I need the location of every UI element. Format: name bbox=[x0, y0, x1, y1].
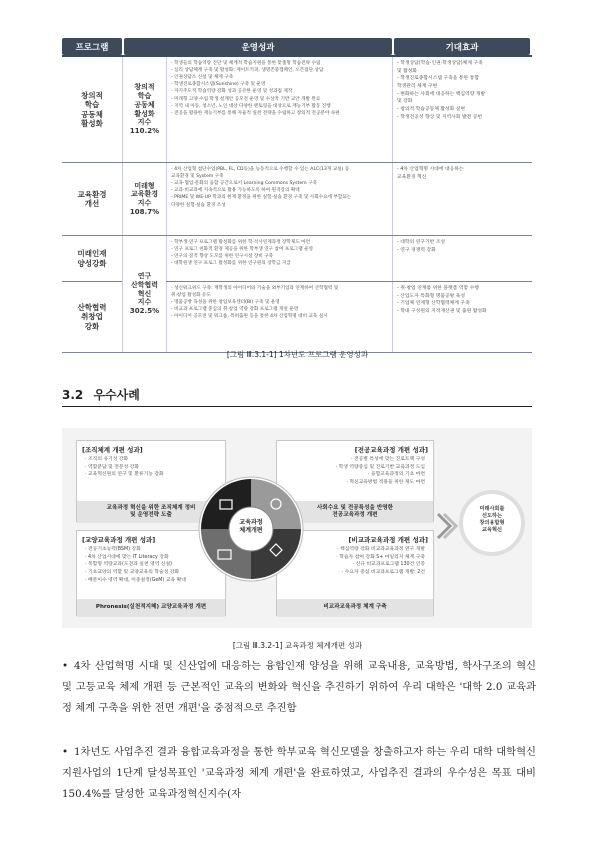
list-item: · 신규 비교과프로그램 130건 인증 bbox=[352, 562, 425, 568]
list-item: · 역할분담 및 전문성 강화 bbox=[85, 464, 139, 470]
header-results: 운영성과 bbox=[124, 38, 392, 55]
list-item: - 연구의 질적 향상 도모를 위한 연구시설 장비 구축 bbox=[171, 254, 274, 260]
section-title: 우수사례 bbox=[93, 388, 140, 402]
curriculum-diagram bbox=[62, 428, 532, 628]
program-name: 미래인재 양성강화 bbox=[77, 249, 107, 268]
paragraph-bullet: • 4차 산업혁명 시대 및 신산업에 대응하는 융합인재 양성을 위해 교육내용, 교육방법, 학사구조의 혁신 및 고등교육 체제 개편 등 근본적인 교육의 변화와 혁신을 추진하기 위하여 우리 대학은 '대학 2.0 교육과정 체계 구축을 위한 전면 개편'을 중점적으로 추진함 bbox=[62, 656, 536, 719]
list-item: - 연구 프로그 친화적 환경 제공을 위한 학부생 연구 참여 프로그램 운영 bbox=[171, 247, 313, 253]
results-list bbox=[166, 236, 392, 281]
results-list bbox=[166, 57, 392, 162]
table-header bbox=[62, 38, 532, 55]
bullet-dot-icon: • bbox=[62, 746, 69, 758]
list-item: - 학생진로종합시스템(Sunshine) 구축 및 운영 bbox=[171, 82, 266, 88]
quadrant-title: [비교과교육과정 개편 성과] bbox=[348, 536, 428, 544]
list-item: - 학부생 연구 프로그램 활성화를 위한 학·석사연계과정 장학제도 마련 bbox=[171, 240, 311, 245]
list-item: - 아이디어 공모전 및 워크숍, 특허출원 등을 통한 4차 산업혁명 대비 교육 실시 bbox=[171, 314, 328, 320]
list-item: - 학생들의 학습역량 진단 및 체계적 학습지원을 통한 맞춤형 학습전략 수립 bbox=[171, 61, 321, 66]
merged-rows bbox=[62, 236, 532, 353]
list-item: · 전공별 특성에 맞는 진로트랙 구성 bbox=[350, 457, 425, 462]
list-item: - 학생상담(학습·인권·학생상담)체계 구축 bbox=[397, 61, 483, 66]
list-item: · 교육혁신원의 연구 및 환류기능 강화 bbox=[85, 472, 164, 478]
quadrant-title: [전공교육과정 개편 성과] bbox=[354, 446, 428, 454]
table-row bbox=[62, 163, 532, 236]
list-item: · 혁신교육방법 적용을 위한 제도 마련 bbox=[346, 480, 425, 486]
quadrant-summary: 교육과정 혁신을 위한 조직체계 정비 및 운영전략 도출 bbox=[77, 501, 225, 523]
quadrant-title: [조직체계 개편 성과] bbox=[82, 446, 143, 454]
merged-kpi-cell: 연구 산학협력 혁신 지수 302.5% bbox=[122, 236, 166, 352]
list-item: · 융합교육과정의 기초 마련 bbox=[367, 472, 425, 478]
program-name: 산학협력 취창업 강화 bbox=[77, 302, 107, 331]
list-item: - 전공을 활용한 재능기부를 통해 자율적 실천 전략을 수립하고 창의적 전공분야 속편 bbox=[171, 110, 340, 116]
list-item: - 4차 산업형 첨단수업(PBL, FL, CD등)을 능동적으로 수행할 수 있는 ALC(13개 교실) 등 bbox=[171, 167, 350, 172]
list-item: - 대학원생 연구 프로그 활성화를 위한 연구원의 장학금 지급 bbox=[171, 261, 291, 267]
list-item: 및 활성화 bbox=[397, 68, 418, 74]
quadrant-summary: 비교과교육과정 체계 구축 bbox=[277, 599, 433, 617]
list-item: · 조직의 유기성 강화 bbox=[85, 457, 129, 462]
center-label: 교육과정 체계개편 bbox=[239, 519, 263, 534]
list-item: · 기초교양의 역할 및 교양교육의 학술성 강화 bbox=[85, 570, 180, 576]
section-number: 3.2 bbox=[62, 388, 84, 402]
list-item: · 학생 역량중심 및 진로기반 교육과정 도입 bbox=[335, 464, 425, 470]
list-item: - 심리 상담체계 구축 및 활성화: 게이트키퍼, 생명존중캠페인, 오픈집단 상담 bbox=[171, 68, 324, 74]
section-heading bbox=[62, 386, 140, 403]
arrow-icon bbox=[436, 506, 458, 546]
list-item: - 인권상담소 신설 및 체계 구축 bbox=[171, 75, 234, 81]
list-item: - 4차 산업혁명 시대에 대응하는 bbox=[397, 167, 464, 172]
list-item: - 학내 구성원의 지적재산권 및 출원 활성화 bbox=[397, 309, 487, 315]
kpi-cell: 미래형 교육환경 지수 108.7% bbox=[122, 163, 166, 235]
program-name: 교육환경 개선 bbox=[77, 189, 107, 208]
effects-list bbox=[392, 236, 532, 281]
section-rule bbox=[62, 406, 532, 407]
list-item: - 명품공방 육성을 위한 창업보육센터(BI) 구축 및 운영 bbox=[171, 300, 280, 306]
list-item: - 지역 내 아동, 청소년, 노인 대상 다양한 멘토링을 대상으로 재능기부 활동 진행 bbox=[171, 103, 331, 109]
quadrant-summary: Phronesis(실천적지혜) 교양교육과정 개편 bbox=[77, 599, 225, 617]
vision-label: 미래사회를 선도하는 창의융합형 교육혁신 bbox=[479, 506, 505, 534]
list-item: 교육환경 혁신 bbox=[397, 174, 427, 180]
list-item: - 성신워크위드 구축: 재학생의 아이디어와 기술을 외부기업과 연계하여 산학협력 및 bbox=[171, 286, 339, 291]
list-item: · 배분이수 영역 확대, 이중설정(GeM) 교육 확대 bbox=[85, 577, 186, 583]
list-item: - 창의적 학습공동체 활성화 실현 bbox=[397, 107, 466, 113]
list-item: - 교육·협업·문화의 융합 공간으로서 Learning Commons System 구축 bbox=[171, 181, 317, 187]
list-item: - 학생전공성 향상 및 지역사회 발전 공헌 bbox=[397, 114, 483, 120]
list-item: 교육환경 및 System 구축 bbox=[171, 174, 224, 180]
kpi-cell: 창의적 학습 공동체 활성화 지수 110.2% bbox=[122, 57, 166, 162]
list-item: · 수요자 중심 비교과프로그램 개발: 2건 bbox=[341, 570, 425, 576]
table-row bbox=[62, 55, 532, 163]
effects-list bbox=[392, 57, 532, 162]
list-item: - 학생진로종합시스템 구축을 통한 통합 bbox=[397, 76, 479, 82]
list-item: 취·창업 활성화 유도 bbox=[171, 293, 211, 299]
list-item: · 학습자 참여 강화 S+ 마일리지 체계 구축 bbox=[336, 554, 425, 560]
quadrant-summary: 사회수요 및 전공특성을 반영한 전공교육과정 개편 bbox=[277, 501, 433, 523]
list-item: - 기업체 연계형 산학협력체계 구축 bbox=[397, 301, 470, 307]
list-item: 및 강화 bbox=[397, 99, 413, 105]
results-list bbox=[166, 163, 392, 235]
results-list bbox=[166, 282, 392, 352]
header-program: 프로그램 bbox=[62, 38, 122, 55]
list-item: - 연구 경쟁력 강화 bbox=[397, 247, 436, 253]
list-item: - 변화하는 사회에 대응하는 핵심역량 개발 bbox=[397, 91, 486, 97]
effects-list bbox=[392, 163, 532, 235]
paragraph-bullet: • 1차년도 사업추진 결과 융합교육과정을 통한 학부교육 혁신모델을 창출하고자 하는 우리 대학 대학혁신지원사업의 1단계 달성목표인 '교육과정 체계 개편'을 완료하였고, 사업추진 결과의 우수성은 목표 대비 150.4%를 달성한 교육과정혁신지수(자 bbox=[62, 742, 536, 805]
figure-caption-2: [그림 Ⅲ.3.2-1] 교육과정 체계개편 성과 bbox=[232, 641, 363, 650]
list-item: - 대학의 연구기반 조성 bbox=[397, 240, 446, 245]
list-item: · 핵심역량 강화 비교과교육과정 연구 개발 bbox=[337, 547, 425, 552]
bullet-dot-icon: • bbox=[62, 660, 69, 672]
figure-caption-1: [그림 Ⅲ.3.1-1] 1차년도 프로그램 운영성과 bbox=[226, 350, 369, 359]
list-item: - 교과·비교과에 지속적으로 활용 가능하도록 하여 원격강의 확대 bbox=[171, 188, 300, 194]
program-name: 창의적 학습 공동체 활성화 bbox=[81, 90, 103, 128]
list-item: · 복합형 역량교과(도전과 실천 영역 신설) bbox=[85, 562, 173, 568]
list-item: - 미래형 고양 수업 학생 설계안 공모전 운영 및 수상작 기반 교안 개발 완료 bbox=[171, 96, 321, 102]
effects-list bbox=[392, 282, 532, 352]
list-item: · 4차 산업시대에 맞는 IT Literacy 강화 bbox=[85, 554, 169, 560]
list-item: - 비교과 프로그램 중심의 취·창업 역량 강화 프로그램 개설 운영 bbox=[171, 307, 299, 313]
list-item: · 전공기초능력(BSM) 강화 bbox=[85, 547, 141, 552]
header-effects: 기대효과 bbox=[394, 38, 530, 55]
list-item: - 산업도자 특화형 명품공방 육성 bbox=[397, 293, 466, 299]
list-item: 다양한 실험·실습 환경 조성 bbox=[171, 202, 226, 208]
list-item: 학생관리 체계 구현 bbox=[397, 84, 438, 90]
list-item: - 취·창업 연계를 위한 플랫폼 역할 수행 bbox=[397, 286, 479, 291]
quadrant-title: [교양교육과정 개편 성과] bbox=[82, 536, 156, 544]
program-table bbox=[62, 38, 532, 353]
list-item: - PRIME 및 WE-UP 학과의 현재 환경을 위한 실험·실습 환경 구축 및 사회수요에 부합되는 bbox=[171, 195, 352, 201]
list-item: - 자기주도적 학습역량 강화 성과 공유한 운영 및 성과집 제작 bbox=[171, 89, 293, 95]
